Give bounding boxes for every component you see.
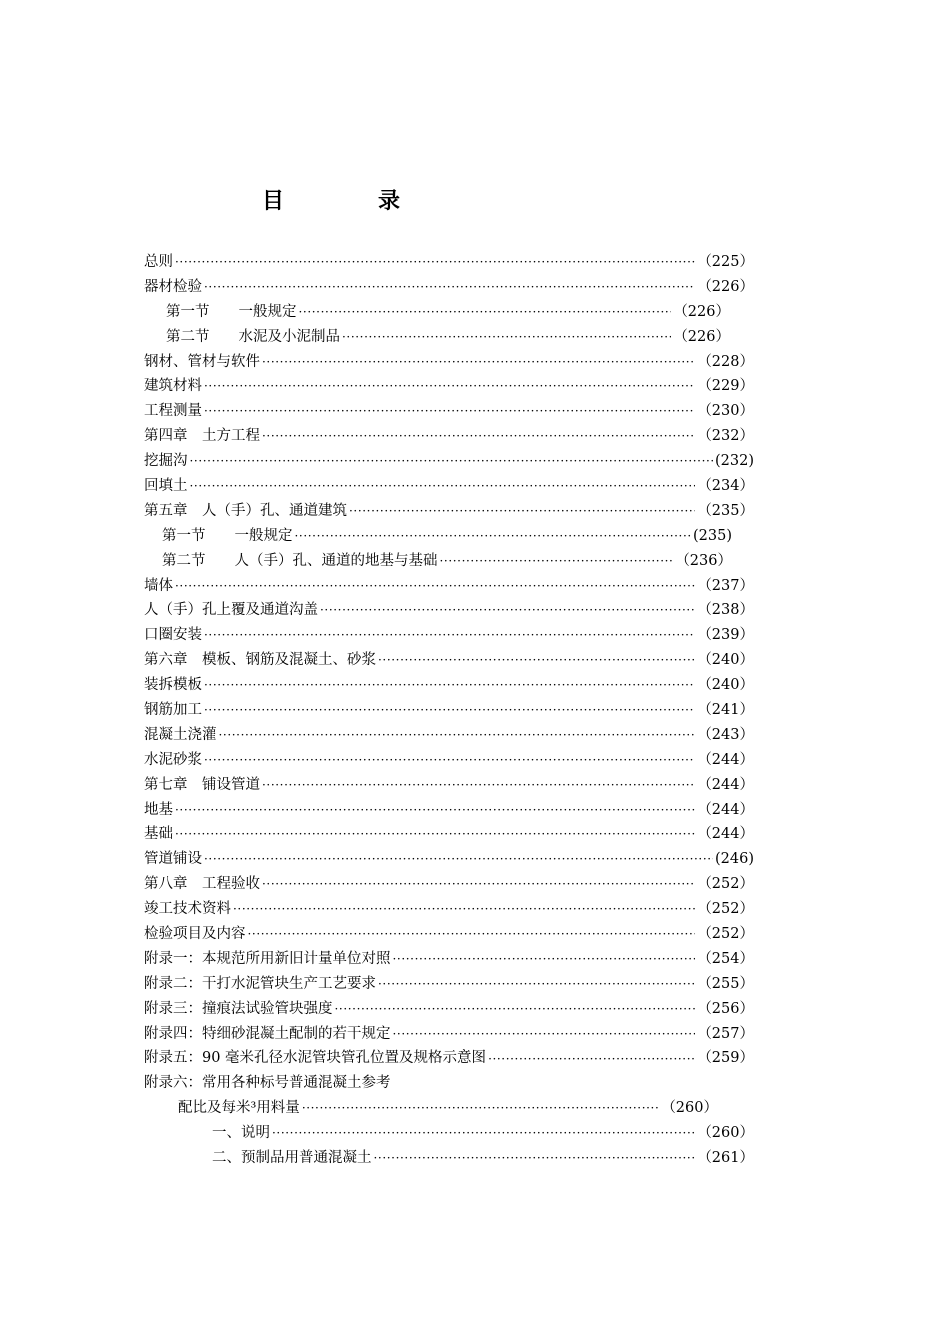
toc-entry[interactable] — [144, 922, 754, 947]
toc-entry-label: 混凝土浇灌 — [144, 726, 217, 743]
toc-entry[interactable] — [144, 1071, 754, 1096]
toc-entry[interactable] — [144, 574, 754, 599]
toc-entry-page: （244） — [697, 801, 754, 818]
toc-entry-label: 一、说明 — [212, 1125, 270, 1142]
dot-leader — [262, 424, 695, 449]
dot-leader — [299, 300, 672, 325]
dot-leader — [175, 822, 695, 847]
toc-entry-label: 钢材、管材与软件 — [144, 353, 260, 370]
toc-entry[interactable] — [144, 1096, 754, 1121]
toc-entry-label: 人（手）孔上覆及通道沟盖 — [144, 602, 318, 619]
toc-entry-page: （259） — [697, 1050, 754, 1067]
toc-entry[interactable] — [144, 1022, 754, 1047]
toc-entry-page: （244） — [697, 751, 754, 768]
toc-entry[interactable] — [144, 524, 754, 549]
toc-entry-page: （238） — [697, 602, 754, 619]
toc-entry-label: 建筑材料 — [144, 378, 202, 395]
dot-leader — [204, 275, 695, 300]
dot-leader — [204, 623, 695, 648]
dot-leader — [204, 847, 713, 872]
dot-leader — [378, 648, 695, 673]
toc-entry[interactable] — [144, 1121, 754, 1146]
toc-entry-label: 口圈安装 — [144, 627, 202, 644]
toc-entry[interactable] — [144, 773, 754, 798]
toc-entry-page: （255） — [697, 975, 754, 992]
toc-entry-page: （240） — [697, 652, 754, 669]
toc-entry[interactable] — [144, 1146, 754, 1171]
toc-entry[interactable] — [144, 275, 754, 300]
dot-leader — [393, 947, 696, 972]
toc-entry-page: （230） — [697, 403, 754, 420]
toc-entry[interactable] — [144, 449, 754, 474]
dot-leader — [190, 449, 714, 474]
toc-entry[interactable] — [144, 325, 754, 350]
toc-entry-page: （225） — [697, 253, 754, 270]
toc-entry-page: （229） — [697, 378, 754, 395]
toc-entry-page: （257） — [697, 1025, 754, 1042]
toc-entry-page: （243） — [697, 726, 754, 743]
toc-entry-page: （244） — [697, 776, 754, 793]
toc-entry-page: （252） — [697, 901, 754, 918]
toc-entry[interactable] — [144, 374, 754, 399]
dot-leader — [262, 350, 695, 375]
toc-entry[interactable] — [144, 723, 754, 748]
table-of-contents — [144, 250, 754, 1171]
dot-leader — [175, 798, 695, 823]
toc-entry-page: （239） — [697, 627, 754, 644]
dot-leader — [349, 499, 695, 524]
toc-entry-label: 二、预制品用普通混凝土 — [212, 1150, 372, 1167]
toc-entry[interactable] — [144, 399, 754, 424]
dot-leader — [272, 1121, 695, 1146]
toc-entry-label: 第八章 工程验收 — [144, 876, 260, 893]
toc-entry-page: (235) — [693, 527, 732, 544]
toc-entry-page: （234） — [697, 478, 754, 494]
dot-leader — [204, 673, 695, 698]
dot-leader — [175, 574, 695, 599]
dot-leader — [190, 474, 696, 499]
toc-entry-page: （252） — [697, 876, 754, 893]
toc-entry[interactable] — [144, 623, 754, 648]
toc-entry-label: 第一节 一般规定 — [166, 303, 297, 320]
page-title: 目 录 — [262, 188, 437, 214]
toc-entry-page: （226） — [673, 328, 730, 345]
toc-entry-page: （252） — [697, 926, 754, 943]
toc-entry-page: (246) — [715, 851, 754, 868]
toc-entry-label: 地基 — [144, 801, 173, 818]
dot-leader — [488, 1047, 695, 1072]
toc-entry-label: 附录五：90 毫米孔径水泥管块管孔位置及规格示意图 — [144, 1050, 487, 1067]
toc-entry[interactable] — [144, 300, 754, 325]
toc-entry-page: （235） — [697, 502, 754, 519]
toc-entry-page: （226） — [673, 303, 730, 320]
dot-leader — [262, 872, 695, 897]
toc-entry-label: 工程测量 — [144, 403, 202, 420]
toc-entry[interactable] — [144, 648, 754, 673]
toc-entry-label: 管道铺设 — [144, 851, 202, 868]
toc-entry-label: 竣工技术资料 — [144, 901, 231, 918]
toc-entry-page: （240） — [697, 677, 754, 694]
toc-entry-label: 器材检验 — [144, 278, 202, 295]
toc-entry-label: 第五章 人（手）孔、通道建筑 — [144, 502, 347, 519]
toc-entry-page: （260） — [697, 1125, 754, 1142]
toc-entry-page: （260） — [661, 1100, 718, 1117]
dot-leader — [248, 922, 696, 947]
toc-entry-label: 装拆模板 — [144, 677, 202, 694]
toc-entry-page: （256） — [697, 1000, 754, 1017]
toc-entry[interactable] — [144, 822, 754, 847]
toc-entry[interactable] — [144, 947, 754, 972]
dot-leader — [335, 997, 696, 1022]
toc-entry-page: （237） — [697, 577, 754, 594]
dot-leader — [175, 250, 695, 275]
toc-entry-page: （241） — [697, 702, 754, 719]
dot-leader — [374, 1146, 696, 1171]
dot-leader — [262, 773, 695, 798]
toc-entry-label: 附录四：特细砂混凝土配制的若干规定 — [144, 1025, 391, 1042]
toc-entry-label: 挖掘沟 — [144, 453, 188, 470]
dot-leader — [378, 972, 695, 997]
toc-entry-label: 附录三：撞痕法试验管块强度 — [144, 1000, 333, 1017]
toc-entry[interactable] — [144, 474, 754, 499]
toc-entry-label: 第二节 人（手）孔、通道的地基与基础 — [162, 552, 438, 569]
toc-entry-page: （244） — [697, 826, 754, 843]
toc-entry[interactable] — [144, 673, 754, 698]
toc-entry[interactable] — [144, 698, 754, 723]
toc-entry[interactable] — [144, 872, 754, 897]
toc-entry-label: 附录六：常用各种标号普通混凝土参考 — [144, 1075, 391, 1092]
toc-entry-label: 墙体 — [144, 577, 173, 594]
dot-leader — [204, 748, 695, 773]
dot-leader — [219, 723, 696, 748]
toc-entry-label: 水泥砂浆 — [144, 751, 202, 768]
toc-entry-page: （236） — [675, 552, 732, 569]
toc-entry[interactable] — [144, 549, 754, 574]
toc-entry-label: 配比及每米³用料量 — [178, 1100, 300, 1117]
toc-entry[interactable] — [144, 897, 754, 922]
dot-leader — [204, 374, 695, 399]
dot-leader — [295, 524, 692, 549]
toc-entry[interactable] — [144, 1047, 754, 1072]
dot-leader — [233, 897, 695, 922]
dot-leader — [342, 325, 671, 350]
toc-entry-label: 第七章 铺设管道 — [144, 776, 260, 793]
toc-entry-label: 回填土 — [144, 478, 188, 494]
toc-entry-page: （226） — [697, 278, 754, 295]
toc-entry-page: （254） — [697, 950, 754, 967]
toc-entry[interactable] — [144, 972, 754, 997]
toc-entry-label: 附录一：本规范所用新旧计量单位对照 — [144, 950, 391, 967]
dot-leader — [302, 1096, 660, 1121]
toc-entry-label: 第二节 水泥及小泥制品 — [166, 328, 340, 345]
toc-entry-label: 附录二：干打水泥管块生产工艺要求 — [144, 975, 376, 992]
dot-leader — [393, 1022, 696, 1047]
toc-entry[interactable] — [144, 798, 754, 823]
dot-leader — [204, 698, 695, 723]
toc-entry-page: (232) — [715, 453, 754, 470]
toc-entry-page: （228） — [697, 353, 754, 370]
toc-entry[interactable] — [144, 847, 754, 872]
toc-entry-page: （261） — [697, 1150, 754, 1167]
toc-entry[interactable] — [144, 499, 754, 524]
toc-entry[interactable] — [144, 748, 754, 773]
toc-entry-label: 基础 — [144, 826, 173, 843]
dot-leader — [440, 549, 674, 574]
toc-entry-page: （232） — [697, 428, 754, 445]
toc-entry-label: 第六章 模板、钢筋及混凝土、砂浆 — [144, 652, 376, 669]
toc-entry[interactable] — [144, 598, 754, 623]
toc-entry-label: 第四章 土方工程 — [144, 428, 260, 445]
toc-entry-label: 总则 — [144, 253, 173, 270]
toc-entry[interactable] — [144, 997, 754, 1022]
toc-entry-label: 检验项目及内容 — [144, 926, 246, 943]
toc-entry[interactable] — [144, 350, 754, 375]
dot-leader — [204, 399, 695, 424]
toc-entry[interactable] — [144, 424, 754, 449]
toc-entry-label: 第一节 一般规定 — [162, 527, 293, 544]
dot-leader — [320, 598, 695, 623]
toc-entry-label: 钢筋加工 — [144, 702, 202, 719]
toc-entry[interactable] — [144, 250, 754, 275]
